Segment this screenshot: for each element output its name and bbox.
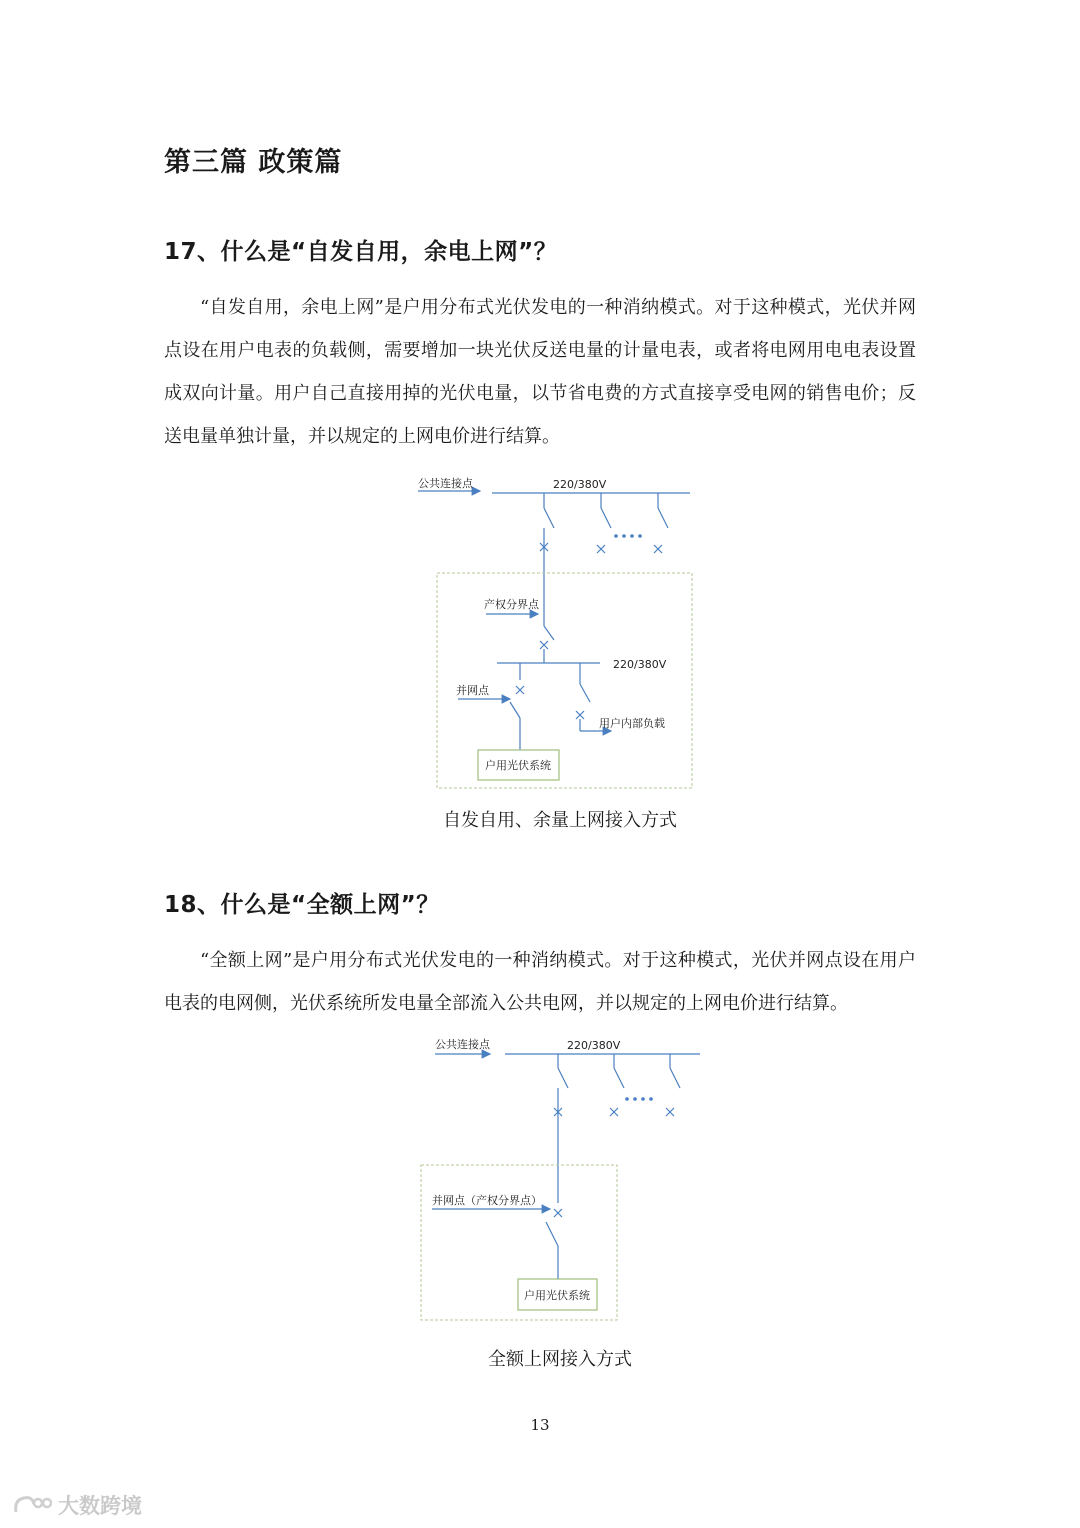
- label-public-point-2: 公共连接点: [435, 1038, 490, 1051]
- label-voltage-top-2: 220/380V: [567, 1039, 621, 1052]
- label-public-point: 公共连接点: [418, 477, 473, 490]
- figure-caption-18: 全额上网接入方式: [488, 1349, 632, 1370]
- label-grid-point-2: 并网点（产权分界点）: [432, 1194, 542, 1207]
- label-voltage-top: 220/380V: [553, 478, 607, 491]
- watermark: [12, 1490, 142, 1520]
- section-18-title: 18、什么是“全额上网”？: [164, 892, 440, 918]
- label-voltage-inner: 220/380V: [613, 658, 667, 671]
- label-pv-system: 户用光伏系统: [485, 759, 551, 772]
- part-title: 第三篇 政策篇: [164, 147, 343, 178]
- diagram-full-grid: [410, 1030, 710, 1330]
- label-load: 用户内部负载: [599, 717, 665, 730]
- label-grid-point: 并网点: [456, 684, 489, 697]
- label-pv-system-2: 户用光伏系统: [524, 1289, 590, 1302]
- page-number: 13: [530, 1416, 550, 1434]
- label-boundary: 产权分界点: [484, 598, 539, 611]
- section-18-paragraph: “全额上网”是户用分布式光伏发电的一种消纳模式。对于这种模式，光伏并网点设在用户电表的电网侧，光伏系统所发电量全部流入公共电网，并以规定的上网电价进行结算。: [164, 950, 916, 1014]
- watermark-logo-icon: [12, 1492, 52, 1518]
- diagram-self-use: [400, 470, 700, 800]
- figure-caption-17: 自发自用、余量上网接入方式: [443, 810, 677, 831]
- section-17-paragraph: “自发自用，余电上网”是户用分布式光伏发电的一种消纳模式。对于这种模式，光伏并网点设在用户电表的负载侧，需要增加一块光伏反送电量的计量电表，或者将电网用电电表设置成双向计量。用户自己直接用掉的光伏电量，以节省电费的方式直接享受电网的销售电价；反送电量单独计量，并以规定的上网电价进行结算。: [164, 297, 916, 447]
- section-17-title: 17、什么是“自发自用，余电上网”？: [164, 239, 558, 265]
- watermark-text: 大数跨境: [58, 1494, 142, 1518]
